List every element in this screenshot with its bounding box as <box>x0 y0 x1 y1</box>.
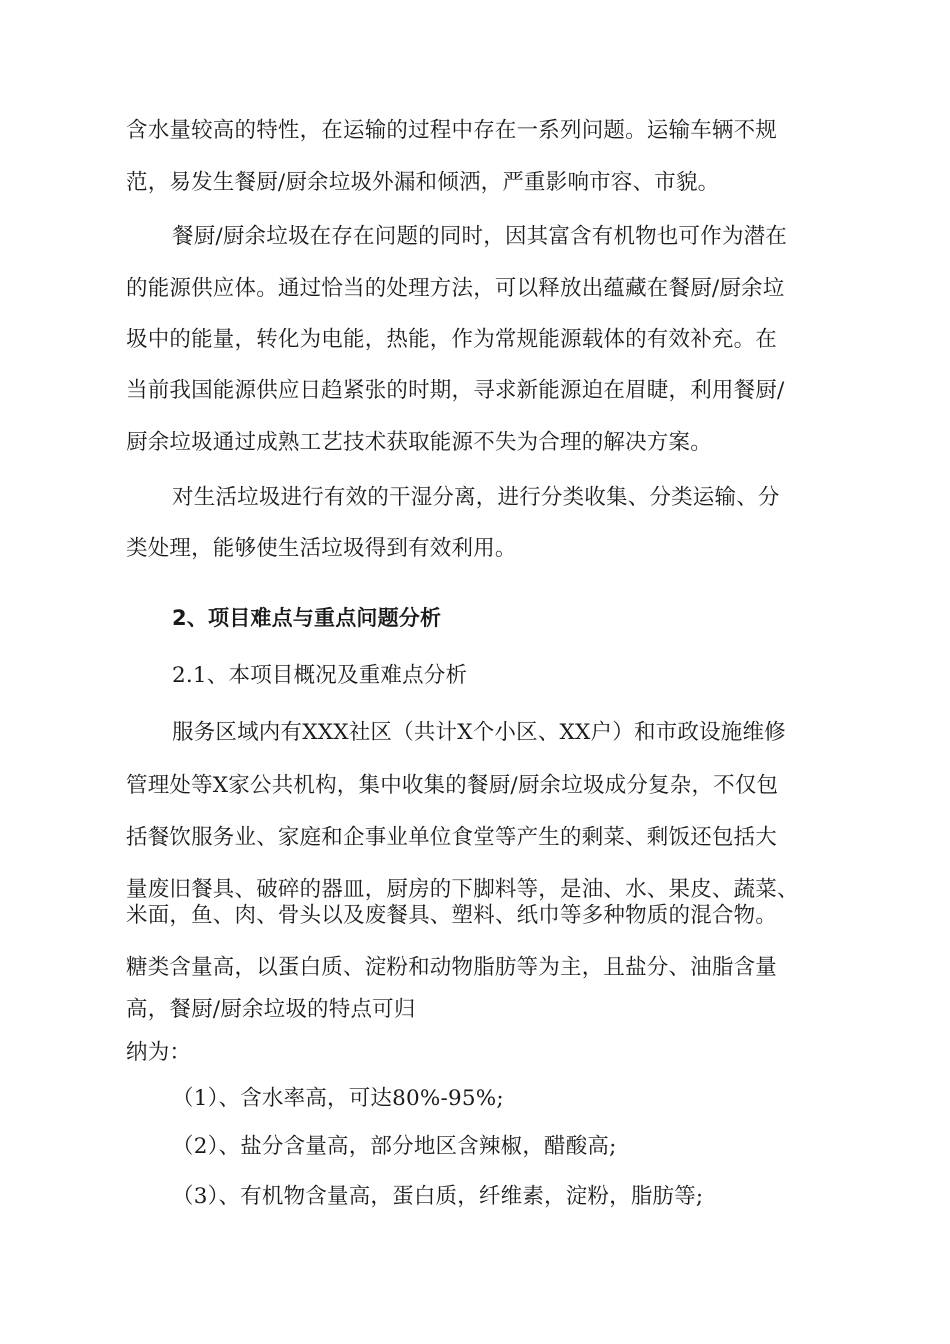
paragraph-3-line-1: 对生活垃圾进行有效的干湿分离，进行分类收集、分类运输、分 <box>172 485 780 510</box>
overview-line-7: 高，餐厨/厨余垃圾的特点可归 <box>126 997 416 1022</box>
paragraph-3-line-2: 类处理，能够使生活垃圾得到有效利用。 <box>126 536 517 561</box>
overview-line-4: 量废旧餐具、破碎的器皿，厨房的下脚料等，是油、水、果皮、蔬菜、 <box>126 877 799 902</box>
overview-line-6: 糖类含量高，以蛋白质、淀粉和动物脂肪等为主，且盐分、油脂含量 <box>126 955 778 980</box>
overview-line-3: 括餐饮服务业、家庭和企事业单位食堂等产生的剩菜、剩饭还包括大 <box>126 825 778 850</box>
overview-line-2: 管理处等X家公共机构，集中收集的餐厨/厨余垃圾成分复杂，不仅包 <box>126 773 779 798</box>
paragraph-2-line-5: 厨余垃圾通过成熟工艺技术获取能源不失为合理的解决方案。 <box>126 430 712 455</box>
subsection-heading: 2.1、本项目概况及重难点分析 <box>172 663 468 688</box>
paragraph-2-line-3: 圾中的能量，转化为电能，热能，作为常规能源载体的有效补充。在 <box>126 327 778 352</box>
section-heading: 2、项目难点与重点问题分析 <box>172 606 442 630</box>
overview-line-5-visible: 米面，鱼、肉、骨头以及废餐具、塑料、纸巾等多种物质的混合物。 <box>126 903 778 928</box>
list-item-2: （2）、盐分含量高，部分地区含辣椒，醋酸高; <box>172 1134 617 1159</box>
paragraph-1-line-1: 含水量较高的特性，在运输的过程中存在一系列问题。运输车辆不规 <box>126 118 778 143</box>
overview-line-8: 纳为： <box>126 1040 192 1065</box>
paragraph-2-line-2: 的能源供应体。通过恰当的处理方法，可以释放出蕴藏在餐厨/厨余垃 <box>126 276 785 301</box>
paragraph-1-line-2: 范，易发生餐厨/厨余垃圾外漏和倾洒，严重影响市容、市貌。 <box>126 170 720 195</box>
overview-line-1: 服务区域内有XXX社区（共计X个小区、XX户）和市政设施维修 <box>172 720 786 745</box>
list-item-3: （3）、有机物含量高，蛋白质，纤维素，淀粉，脂肪等; <box>172 1184 704 1209</box>
paragraph-2-line-1: 餐厨/厨余垃圾在存在问题的同时，因其富含有机物也可作为潜在 <box>172 224 788 249</box>
list-item-1: （1）、含水率高，可达80%-95%; <box>172 1086 504 1111</box>
paragraph-2-line-4: 当前我国能源供应日趋紧张的时期，寻求新能源迫在眉睫，利用餐厨/ <box>126 378 785 403</box>
